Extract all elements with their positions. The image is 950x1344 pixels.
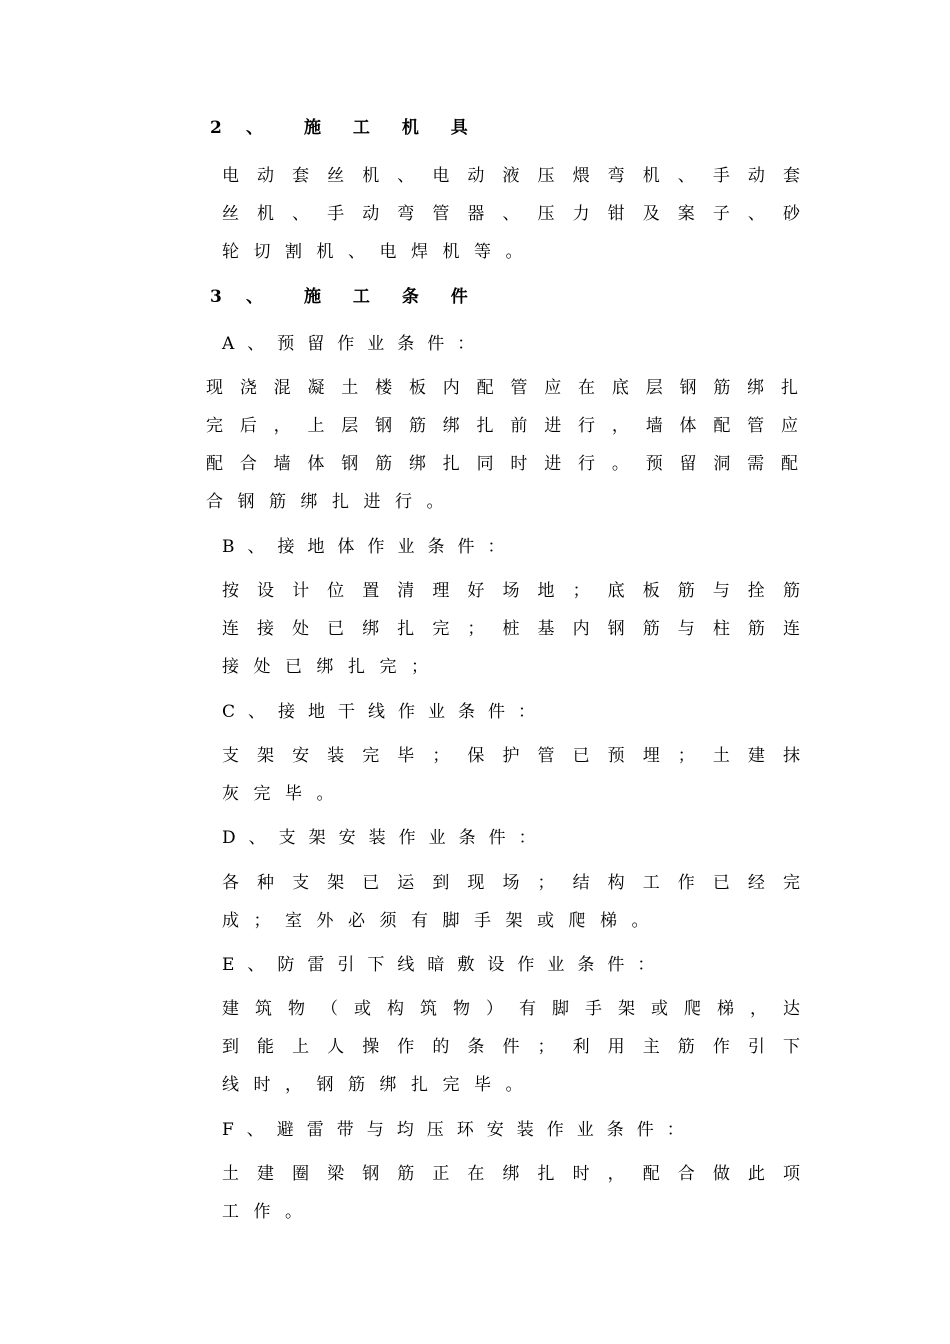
section-title: 施 工 机 具 (304, 118, 481, 138)
section-number: 2 (210, 118, 222, 138)
paragraph-line: 完后，上层钢筋绑扎前进行，墙体配管应 (206, 416, 798, 436)
paragraph-line: 到能上人操作的条件；利用主筋作引下 (222, 1037, 800, 1057)
subsection-heading-d: D、支架安装作业条件： (222, 828, 549, 848)
paragraph-line: 各种支架已运到现场；结构工作已经完 (222, 873, 800, 893)
section-heading-3 (210, 285, 481, 309)
paragraph-line: 现浇混凝土楼板内配管应在底层钢筋绑扎 (206, 378, 798, 398)
paragraph-line: 土建圈梁钢筋正在绑扎时，配合做此项 (222, 1164, 800, 1184)
section-number: 3 (210, 287, 222, 307)
paragraph-line: 接处已绑扎完； (222, 657, 443, 677)
subsection-heading-a: A、预留作业条件： (222, 334, 488, 354)
paragraph-line: 轮切割机、电焊机等。 (222, 242, 537, 262)
subsection-heading-b: B、接地体作业条件： (222, 537, 518, 557)
paragraph-line: 配合墙体钢筋绑扎同时进行。预留洞需配 (206, 454, 798, 474)
section-separator: 、 (246, 118, 263, 138)
section-separator: 、 (246, 287, 263, 307)
paragraph-line: 线时，钢筋绑扎完毕。 (222, 1075, 537, 1095)
paragraph-line: 灰完毕。 (222, 784, 348, 804)
paragraph-line: 建筑物（或构筑物）有脚手架或爬梯，达 (222, 999, 800, 1019)
paragraph-line: 支架安装完毕；保护管已预埋；土建抹 (222, 746, 800, 766)
subsection-heading-f: F、避雷带与均压环安装作业条件： (222, 1120, 697, 1140)
paragraph-line: 工作。 (222, 1202, 317, 1222)
paragraph-line: 电动套丝机、电动液压煨弯机、手动套 (222, 166, 800, 186)
paragraph-line: 成；室外必须有脚手架或爬梯。 (222, 911, 663, 931)
paragraph-line: 合钢筋绑扎进行。 (206, 492, 458, 512)
paragraph-line: 丝机、手动弯管器、压力钳及案子、砂 (222, 204, 800, 224)
paragraph-line: 连接处已绑扎完；桩基内钢筋与柱筋连 (222, 619, 800, 639)
subsection-heading-c: C、接地干线作业条件： (222, 702, 549, 722)
paragraph-line: 按设计位置清理好场地；底板筋与拴筋 (222, 581, 800, 601)
section-heading-2 (210, 116, 481, 140)
subsection-heading-e: E、防雷引下线暗敷设作业条件： (222, 955, 668, 975)
section-title: 施 工 条 件 (304, 287, 481, 307)
